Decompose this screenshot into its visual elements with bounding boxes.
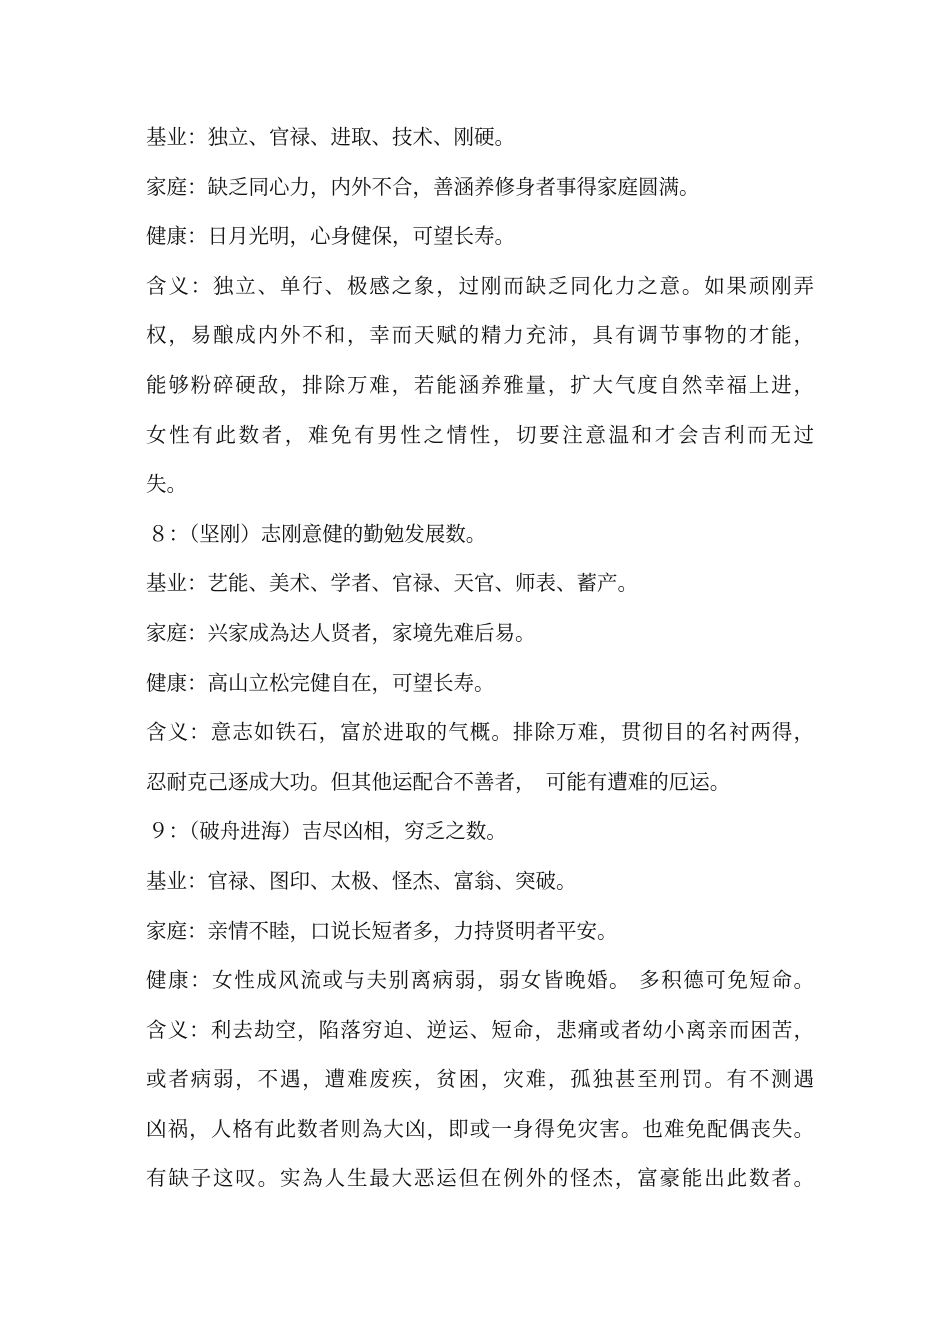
text-line: 有缺子这叹。实為人生最大恶运但在例外的怪杰，富豪能出此数者。 [146,1166,814,1191]
text-line: 基业：官禄、图印、太极、怪杰、富翁、突破。 [146,868,577,893]
text-line: 基业：独立、官禄、进取、技术、刚硬。 [146,125,515,149]
text-line: 家庭：兴家成為达人贤者，家境先难后易。 [146,620,536,645]
text-line: 健康：女性成风流或与夫别离病弱，弱女皆晚婚。 多积德可免短命。 [146,968,814,993]
text-line: 权，易酿成内外不和，幸而天赋的精力充沛，具有调节事物的才能， [146,323,814,348]
text-line: 家庭：亲情不睦，口说长短者多，力持贤明者平安。 [146,918,618,943]
text-line: 含义：利去劫空，陷落穷迫、逆运、短命，悲痛或者幼小离亲而困苦， [146,1017,814,1042]
text-line: 忍耐克己逐成大功。但其他运配合不善者， 可能有遭难的厄运。 [146,769,731,794]
section-heading-9: ９：（破舟进海）吉尽凶相，穷乏之数。 [148,819,507,844]
text-line: 失。 [146,472,187,497]
text-line: 含义：意志如铁石，富於进取的气概。排除万难，贯彻目的名衬两得， [146,720,814,745]
text-line: 凶祸，人格有此数者则為大凶，即或一身得免灾害。也难免配偶丧失。 [146,1116,814,1141]
text-line: 健康：高山立松完健自在，可望长寿。 [146,670,495,695]
text-line: 能够粉碎硬敌，排除万难，若能涵养雅量，扩大气度自然幸福上进， [146,372,814,397]
text-line: 基业：艺能、美术、学者、官禄、天官、师表、蓄产。 [146,571,638,596]
text-line: 健康：日月光明，心身健保，可望长寿。 [146,224,515,249]
text-line: 家庭：缺乏同心力，内外不合，善涵养修身者事得家庭圆满。 [146,174,700,199]
body-text [146,113,814,1204]
text-line: 或者病弱，不遇，遭难废疾，贫困，灾难，孤独甚至刑罚。有不测遇 [146,1067,814,1092]
text-line: 女性有此数者，难免有男性之情性，切要注意温和才会吉利而无过 [146,422,814,447]
section-heading-8: ８：（坚刚）志刚意健的勤勉发展数。 [148,521,487,546]
text-line: 含义：独立、单行、极感之象，过刚而缺乏同化力之意。如果顽刚弄 [146,273,814,298]
